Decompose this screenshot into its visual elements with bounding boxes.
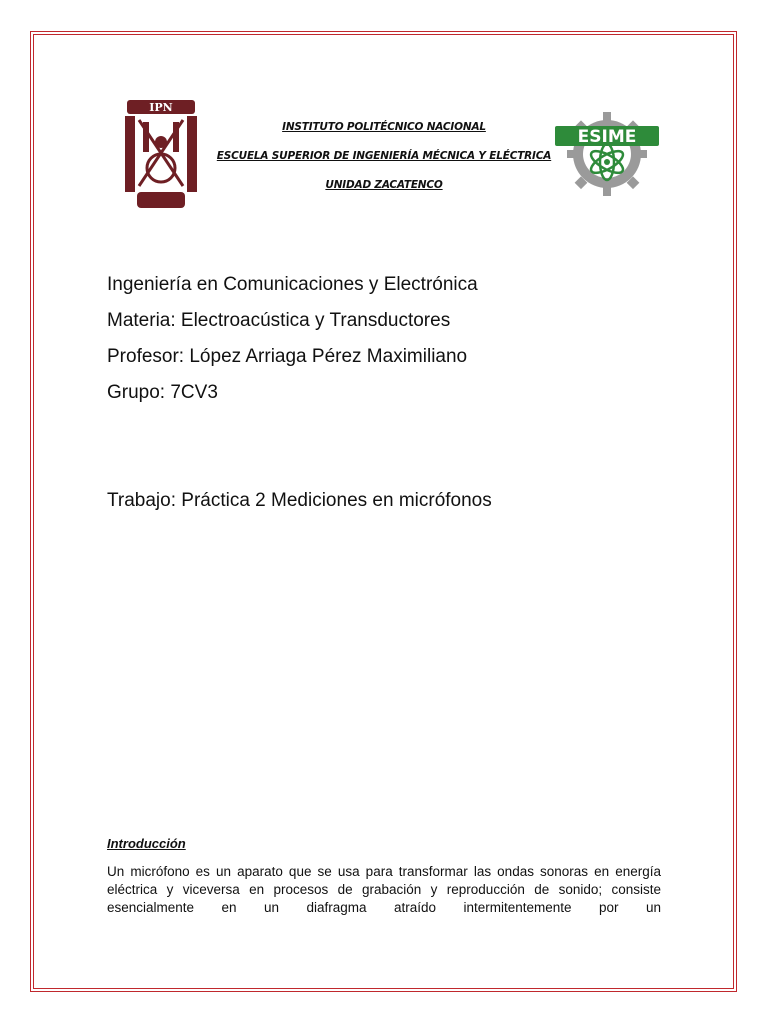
ipn-logo xyxy=(123,96,199,214)
unit-name: UNIDAD ZACATENCO xyxy=(325,179,443,191)
ipn-logo-text: IPN xyxy=(149,101,173,114)
institute-name: INSTITUTO POLITÉCNICO NACIONAL xyxy=(282,121,486,133)
group-line: Grupo: 7CV3 xyxy=(107,382,218,403)
subject-line: Materia: Electroacústica y Transductores xyxy=(107,310,451,331)
school-name: ESCUELA SUPERIOR DE INGENIERÍA MÉCNICA Y ELÉCTRICA xyxy=(216,150,552,162)
intro-heading: Introducción xyxy=(107,836,186,851)
professor-line: Profesor: López Arriaga Pérez Maximiliano xyxy=(107,346,468,367)
career-line: Ingeniería en Comunicaciones y Electrónica xyxy=(107,274,478,295)
work-title: Trabajo: Práctica 2 Mediciones en micrófonos xyxy=(107,490,492,511)
esime-logo-text: ESIME xyxy=(577,127,637,147)
intro-paragraph: Un micrófono es un aparato que se usa para transformar las ondas sonoras en energía eléctrica y viceversa en procesos de grabación y reproducción de sonido; consiste esencialmente en un diafragma atraído intermitentemente por un xyxy=(107,864,661,915)
esime-logo xyxy=(553,104,661,198)
